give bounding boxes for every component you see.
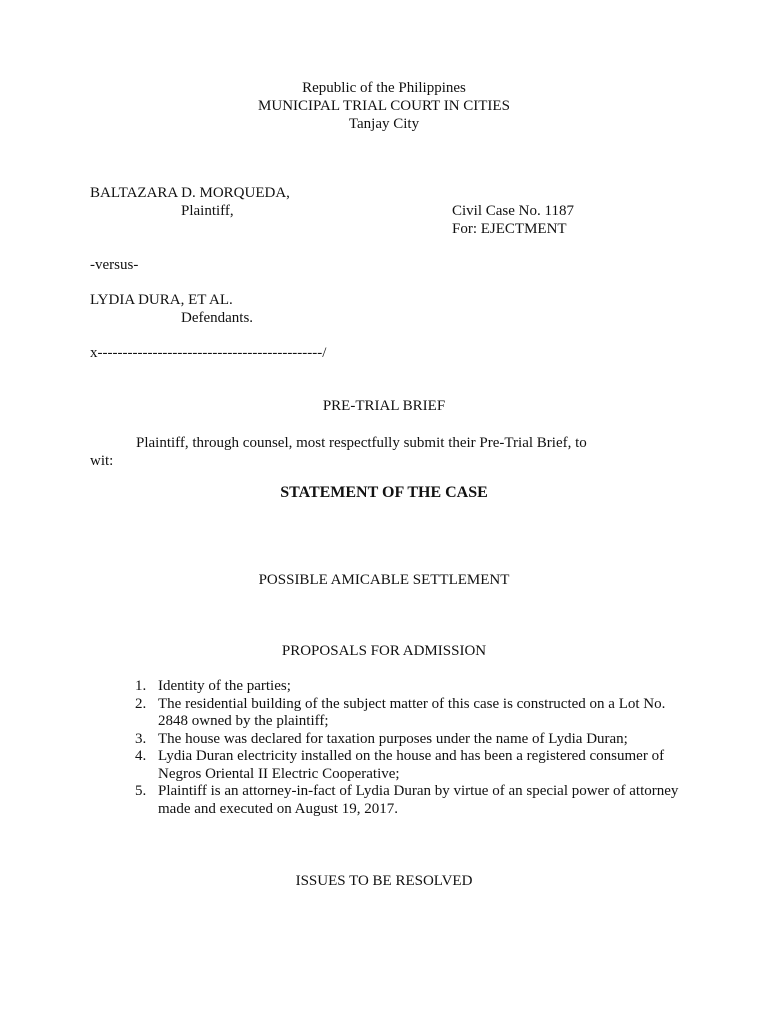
settlement-heading: POSSIBLE AMICABLE SETTLEMENT [258,572,510,588]
list-item-text: Plaintiff is an attorney-in-fact of Lydia Duran by virtue of an special power of attorney made and executed on August 19, 2017. [158,783,679,817]
list-item-text: Lydia Duran electricity installed on the house and has been a registered consumer of Negros Oriental II Electric Cooperative; [158,748,665,782]
list-item [90,678,680,696]
plaintiff-role: Plaintiff, [181,203,234,219]
versus-label: -versus- [90,257,139,273]
court-name: MUNICIPAL TRIAL COURT IN CITIES [258,98,510,114]
list-item-text: Identity of the parties; [158,678,291,694]
plaintiff-name: BALTAZARA D. MORQUEDA, [90,185,290,201]
list-item-text: The residential building of the subject matter of this case is constructed on a Lot No. 2848 owned by the plaintiff; [158,695,666,729]
defendant-role: Defendants. [181,310,254,326]
caption-separator: x---------------------------------------------/ [90,345,327,361]
defendant-name: LYDIA DURA, ET AL. [90,292,233,308]
list-item-number: 3. [135,730,147,747]
admissions-list [90,678,680,818]
document-title: PRE-TRIAL BRIEF [322,398,446,414]
republic-line: Republic of the Philippines [302,80,466,96]
list-item-number: 2. [135,695,147,712]
admission-heading: PROPOSALS FOR ADMISSION [281,643,487,659]
intro-paragraph-line2: wit: [90,453,114,469]
city-line: Tanjay City [348,116,420,132]
list-item [90,731,680,749]
case-number: Civil Case No. 1187 [452,203,574,219]
list-item [90,783,680,818]
case-type: For: EJECTMENT [452,221,567,237]
list-item-number: 5. [135,783,147,799]
list-item-number: 1. [135,678,147,694]
statement-heading: STATEMENT OF THE CASE [280,484,488,501]
intro-paragraph-line1: Plaintiff, through counsel, most respectfully submit their Pre-Trial Brief, to [136,435,587,451]
list-item-text: The house was declared for taxation purposes under the name of Lydia Duran; [158,730,628,747]
list-item [90,696,680,731]
list-item [90,748,680,783]
list-item-number: 4. [135,748,147,764]
issues-heading: ISSUES TO BE RESOLVED [295,873,473,889]
